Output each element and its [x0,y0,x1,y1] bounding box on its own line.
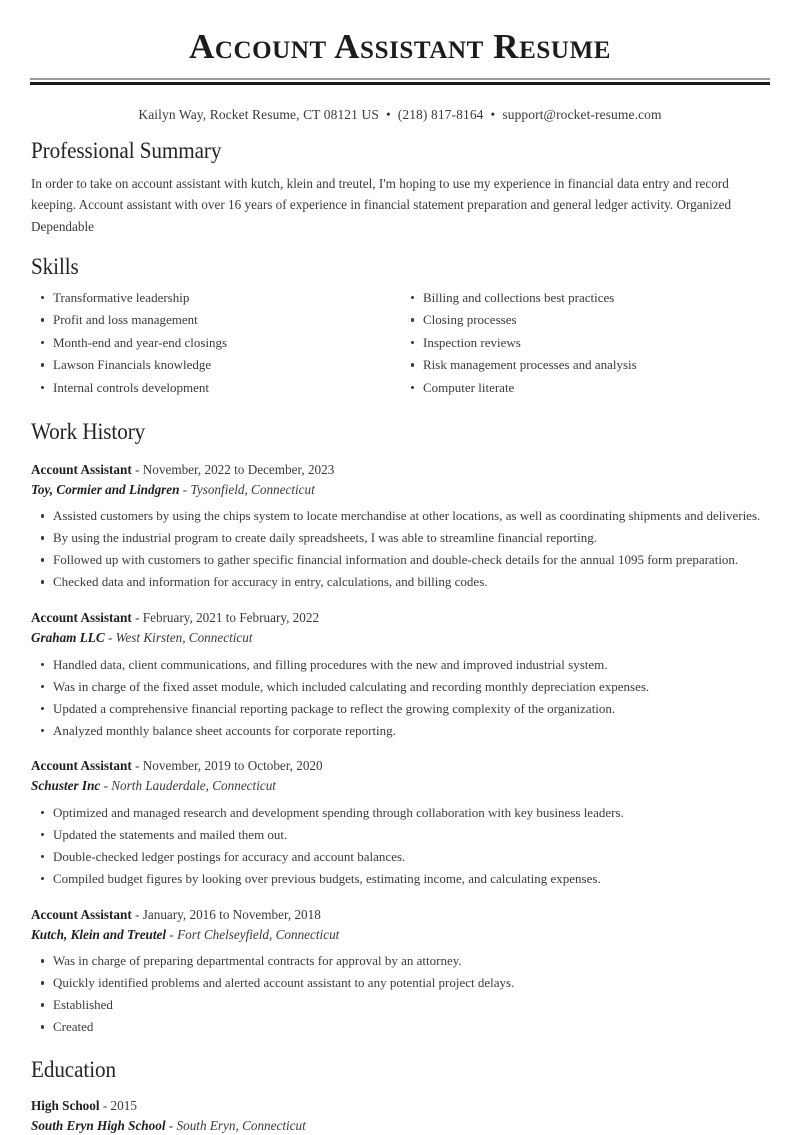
list-item: Double-checked ledger postings for accuracy and account balances. [30,848,770,866]
job-header [31,756,770,776]
job-dash: - [131,906,143,922]
work-history-list [30,460,770,1036]
skills-column-left [30,289,400,401]
job-dash: - [131,758,143,774]
job-header [31,608,770,628]
section-professional-summary [30,137,770,237]
section-heading-education: Education [31,1057,116,1083]
divider-line-thick [30,82,770,85]
contact-line [30,107,770,123]
education-location: South Eryn, Connecticut [176,1117,306,1133]
contact-separator-2: • [490,107,496,123]
skills-column-right [400,289,770,401]
contact-separator-1: • [385,107,391,123]
job-company: Graham LLC [31,629,105,645]
section-work-history [30,418,770,1036]
list-item: Risk management processes and analysis [400,356,770,374]
work-history-entry [30,905,770,1036]
section-heading-summary: Professional Summary [31,138,222,164]
job-dash: - [100,778,112,794]
skills-list-right [400,289,770,397]
list-item: Transformative leadership [30,289,400,307]
list-item: Created [30,1018,770,1036]
education-degree: High School [31,1097,100,1113]
job-title: Account Assistant [31,906,132,922]
list-item: Optimized and managed research and development spending through collaboration with key business leaders. [30,804,770,822]
job-dates: February, 2021 to February, 2022 [142,610,320,626]
list-item: Followed up with customers to gather specific financial information and double-check details for the annual 1095 form preparation. [30,551,770,569]
work-history-entry [30,608,770,739]
job-dash: - [104,629,116,645]
list-item: Inspection reviews [400,334,770,352]
contact-phone: (218) 817-8164 [397,107,484,123]
education-year: 2015 [110,1097,137,1113]
list-item: Month-end and year-end closings [30,334,400,352]
job-company: Schuster Inc [31,778,101,794]
job-location: North Lauderdale, Connecticut [111,778,276,794]
job-bullet-list [30,656,770,740]
job-company: Toy, Cormier and Lindgren [31,481,180,497]
education-entry [30,1096,770,1135]
education-dash: - [165,1117,177,1133]
job-title: Account Assistant [31,758,132,774]
list-item: Billing and collections best practices [400,289,770,307]
list-item: Computer literate [400,379,770,397]
list-item: Assisted customers by using the chips system to locate merchandise at other locations, as well as coordinating shipments and deliveries. [30,507,770,525]
job-location: Tysonfield, Connecticut [190,481,315,497]
skills-columns [30,289,770,401]
list-item: Internal controls development [30,379,400,397]
work-history-entry [30,460,770,591]
section-skills [30,253,770,401]
list-item: Updated the statements and mailed them out. [30,826,770,844]
list-item: By using the industrial program to create daily spreadsheets, I was able to streamline financial reporting. [30,529,770,547]
job-company: Kutch, Klein and Treutel [31,926,167,942]
section-heading-skills: Skills [31,254,79,280]
job-dates: November, 2022 to December, 2023 [142,461,335,477]
job-subheader [31,480,770,500]
list-item: Updated a comprehensive financial reporting package to reflect the growing complexity of the organization. [30,700,770,718]
list-item: Closing processes [400,311,770,329]
job-subheader [31,628,770,648]
section-heading-work-history: Work History [31,419,146,444]
education-school: South Eryn High School [31,1117,166,1133]
section-education [30,1056,770,1135]
contact-email: support@rocket-resume.com [502,107,662,123]
header-divider [30,78,770,86]
job-dates: November, 2019 to October, 2020 [142,758,323,774]
job-bullet-list [30,952,770,1036]
list-item: Checked data and information for accuracy in entry, calculations, and billing codes. [30,573,770,591]
job-bullet-list [30,804,770,888]
list-item: Was in charge of preparing departmental contracts for approval by an attorney. [30,952,770,970]
summary-text: In order to take on account assistant with kutch, klein and treutel, I'm hoping to use my experience in financial data entry and record keeping. Account assistant with over 16 years of experience in financial statement preparation and general ledger activity. Organized Dependable [31,175,732,234]
job-bullet-list [30,507,770,591]
education-subheader [31,1116,770,1135]
job-dash: - [131,461,143,477]
job-location: West Kirsten, Connecticut [115,629,253,645]
job-dash: - [179,481,191,497]
education-list [30,1096,770,1135]
job-subheader [31,925,770,945]
work-history-entry [30,756,770,887]
list-item: Analyzed monthly balance sheet accounts for corporate reporting. [30,722,770,740]
list-item: Handled data, client communications, and filling procedures with the new and improved industrial system. [30,656,770,674]
list-item: Established [30,996,770,1014]
list-item: Lawson Financials knowledge [30,356,400,374]
contact-address: Kailyn Way, Rocket Resume, CT 08121 US [138,107,379,123]
job-dates: January, 2016 to November, 2018 [142,906,321,922]
job-subheader [31,776,770,796]
skills-list-left [30,289,400,397]
list-item: Compiled budget figures by looking over previous budgets, estimating income, and calculating expenses. [30,870,770,888]
job-location: Fort Chelseyfield, Connecticut [177,926,340,942]
job-title: Account Assistant [31,461,132,477]
list-item: Quickly identified problems and alerted account assistant to any potential project delays. [30,974,770,992]
list-item: Was in charge of the fixed asset module, which included calculating and recording monthly depreciation expenses. [30,678,770,696]
education-header [31,1096,770,1116]
education-dash: - [99,1097,111,1113]
job-title: Account Assistant [31,610,132,626]
list-item: Profit and loss management [30,311,400,329]
page-title: Account Assistant Resume [188,27,612,66]
job-dash: - [166,926,178,942]
job-dash: - [131,610,143,626]
job-header [31,905,770,925]
job-header [31,460,770,480]
